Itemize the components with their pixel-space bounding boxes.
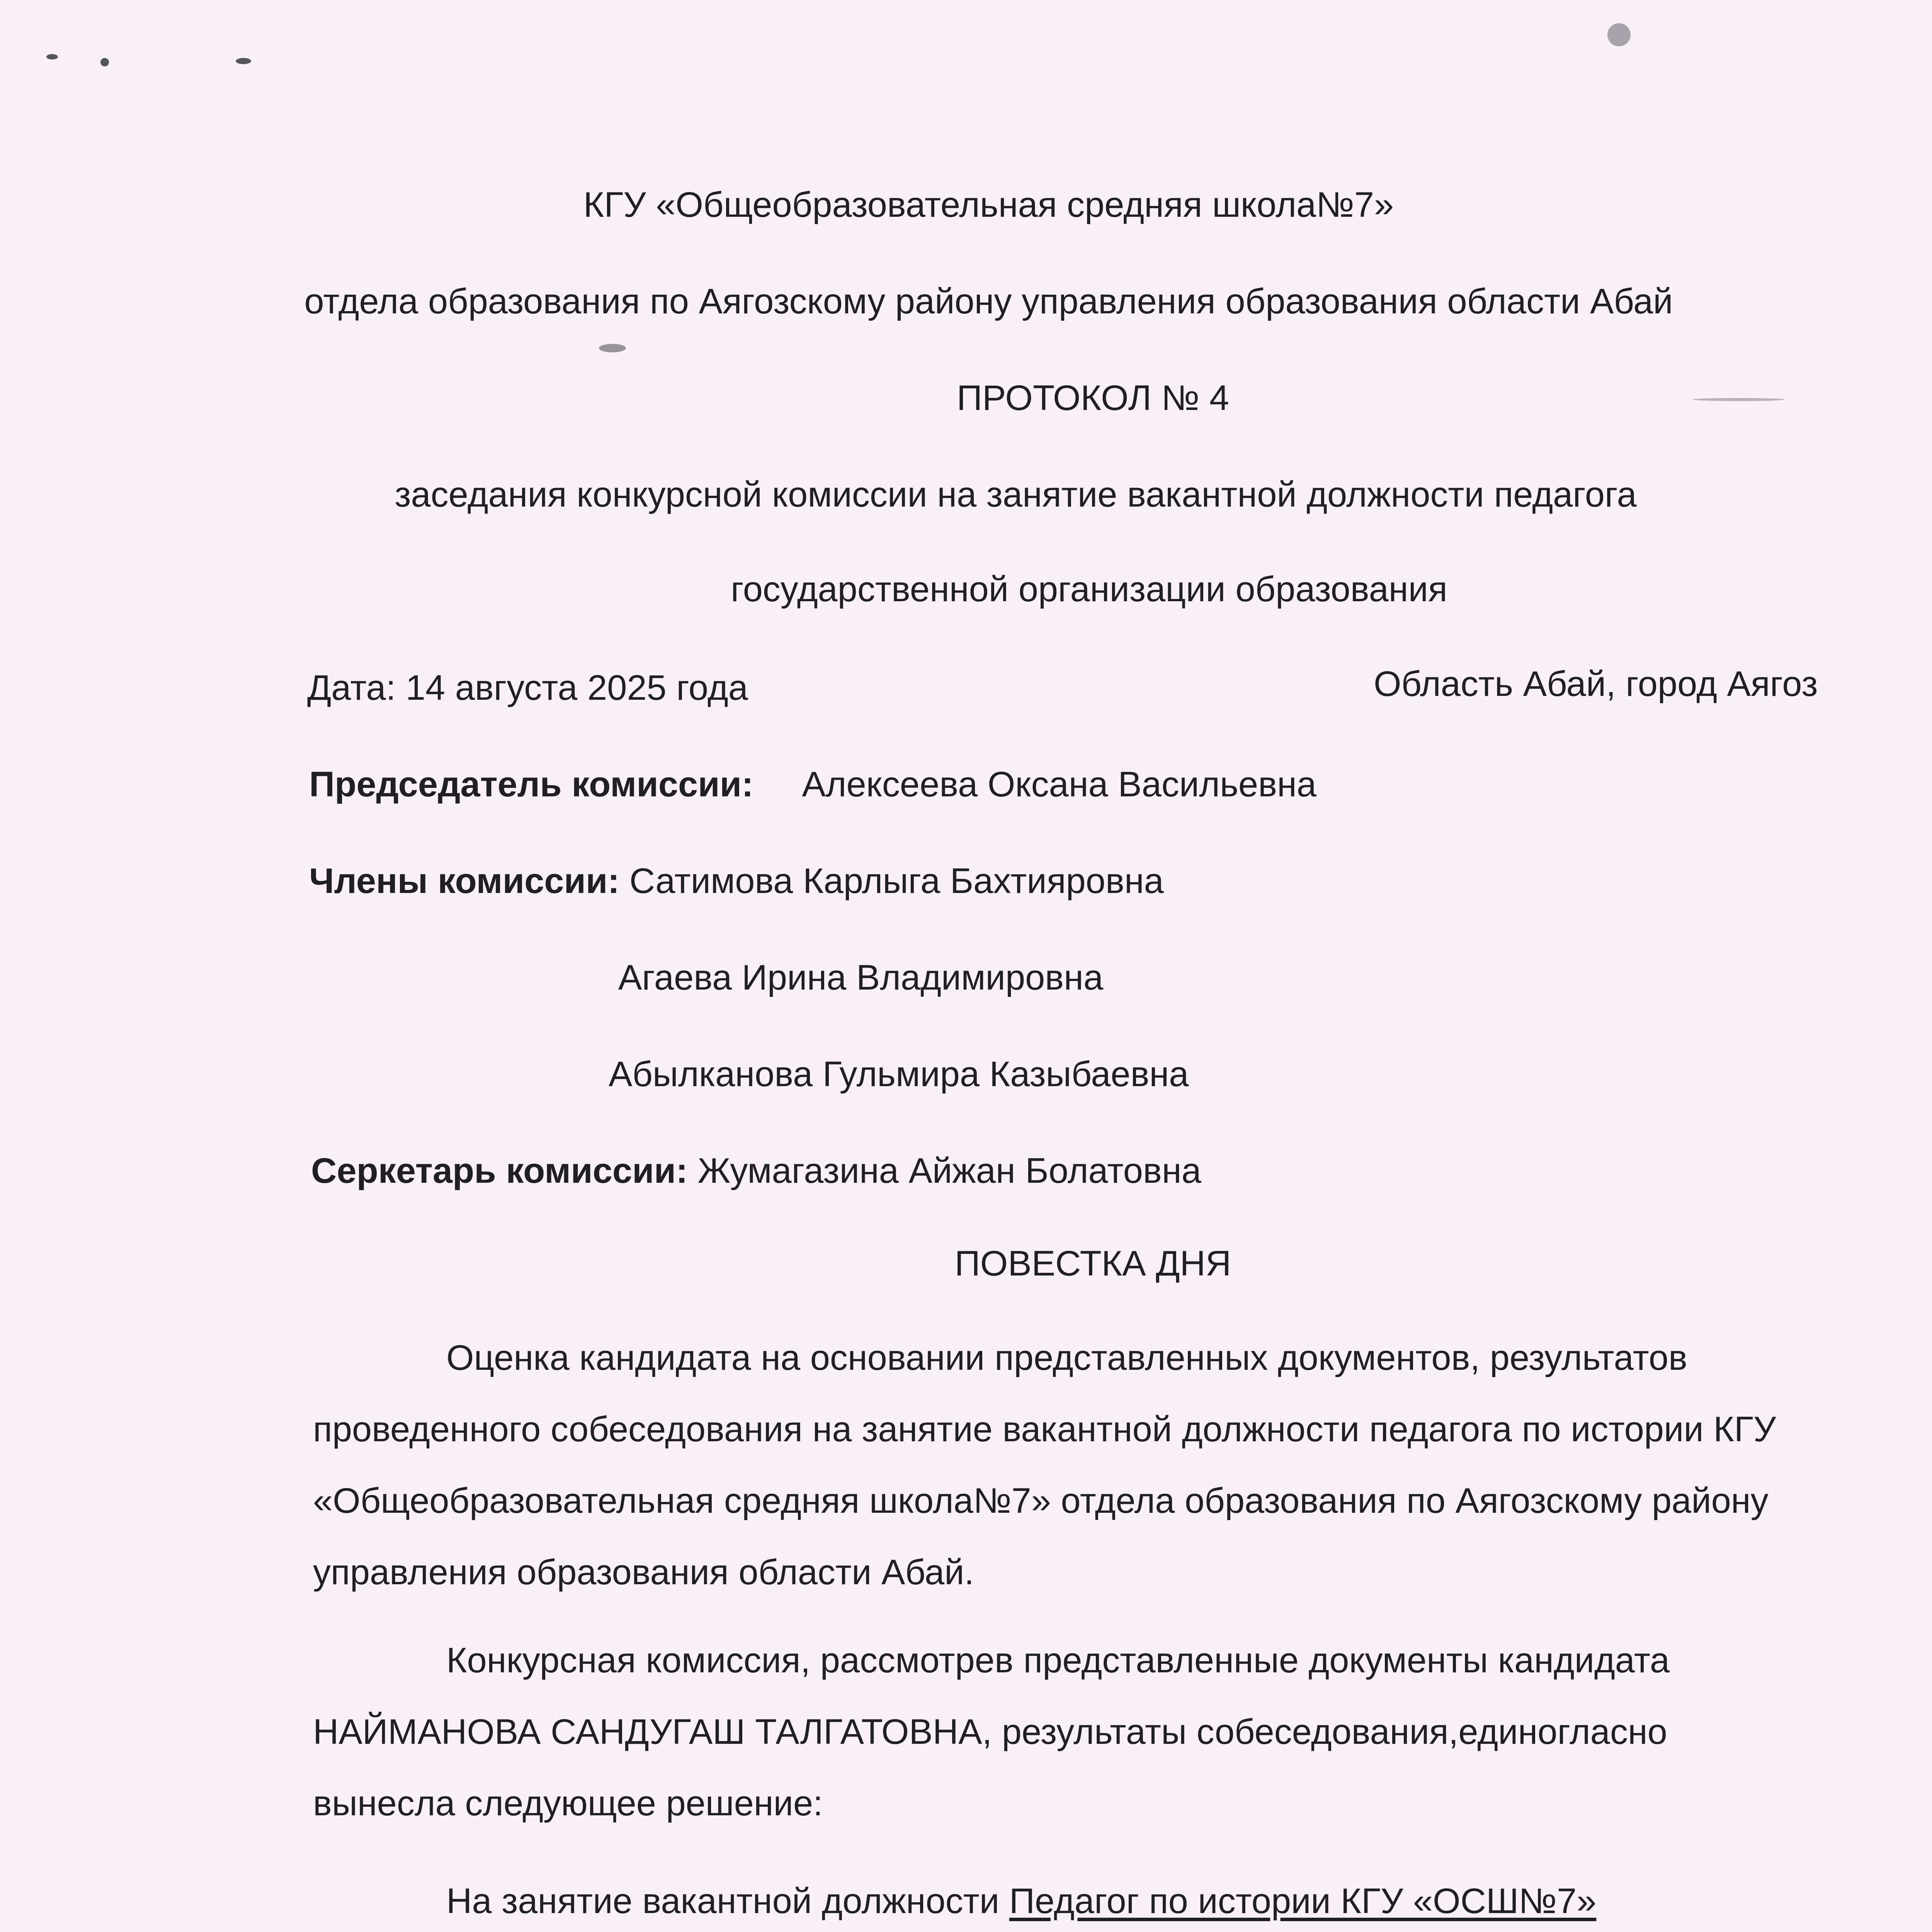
meeting-date: Дата: 14 августа 2025 года <box>307 668 748 707</box>
secretary-label: Серкетарь комиссии: <box>311 1151 688 1190</box>
scan-speck <box>46 54 58 60</box>
scan-speck <box>236 58 251 64</box>
org-title: КГУ «Общеобразовательная средняя школа№7» <box>583 185 1394 224</box>
protocol-subject-line-1: заседания конкурсной комиссии на занятие вакантной должности педагога <box>395 475 1637 514</box>
secretary-row <box>311 1150 1201 1192</box>
scan-speck <box>599 344 626 352</box>
department-line: отдела образования по Аягозскому району управления образования области Абай <box>304 282 1673 321</box>
position-value: Педагог по истории КГУ «ОСШ№7» <box>1009 1881 1597 1921</box>
chair-label: Председатель комиссии: <box>309 765 753 804</box>
position-prefix: На занятие вакантной должности <box>446 1881 1000 1921</box>
scan-speck <box>100 58 109 66</box>
decision-paragraph: Конкурсная комиссия, рассмотрев представленные документы кандидата НАЙМАНОВА САНДУГАШ ТАЛГАТОВНА, результаты собеседования,единогласно вынесла следующее решение: <box>313 1641 1670 1823</box>
member-name: Абылканова Гульмира Казыбаевна <box>609 1054 1189 1094</box>
scan-speck <box>1607 23 1631 46</box>
protocol-title: ПРОТОКОЛ № 4 <box>956 378 1230 418</box>
chair-name: Алексеева Оксана Васильевна <box>802 765 1316 804</box>
members-label: Члены комиссии: <box>309 861 620 901</box>
position-line <box>446 1880 1596 1922</box>
secretary-name: Жумагазина Айжан Болатовна <box>697 1151 1201 1190</box>
agenda-title: ПОВЕСТКА ДНЯ <box>954 1244 1231 1283</box>
member-name: Агаева Ирина Владимировна <box>618 958 1104 997</box>
meeting-place: Область Абай, город Аягоз <box>1374 664 1818 704</box>
chair-row <box>309 763 1316 806</box>
members-row <box>309 860 1164 902</box>
protocol-subject-line-2: государственной организации образования <box>731 570 1447 609</box>
scan-speck <box>1692 398 1785 401</box>
agenda-paragraph: Оценка кандидата на основании представленных документов, результатов проведенного собеседования на занятие вакантной должности педагога по истории КГУ «Общеобразовательная средняя школа№7» отдела образования по Аягозскому району управления образования области Абай. <box>313 1338 1776 1592</box>
member-name: Сатимова Карлыга Бахтияровна <box>629 861 1164 901</box>
